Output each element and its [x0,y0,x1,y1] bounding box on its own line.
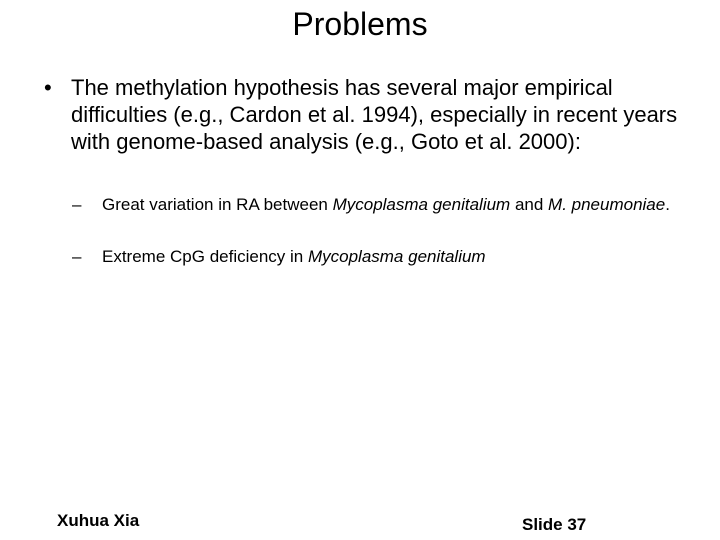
sub-bullet-marker: – [72,195,82,214]
species-name-mg: Mycoplasma genitalium [307,247,486,266]
sub1-pre: Great variation in RA between [102,195,333,214]
species-name-mp: M. pneumoniae [548,195,666,214]
slide-number: Slide 37 [522,515,587,534]
sub1-mid: and [510,195,549,214]
slide-title: Problems [292,6,428,42]
sub-bullet-text [102,246,672,268]
sub-bullet-text [102,194,672,216]
sub1-post: . [665,195,670,214]
sub-bullet-variation [72,194,672,216]
bullet-item [44,74,694,155]
bullet-marker: • [44,75,52,100]
bullet-text: The methylation hypothesis has several major empirical difficulties (e.g., Cardon et al. 1994), especially in recent years with genome-based analysis (e.g., Goto et al. 2000): [71,75,678,154]
sub2-pre: Extreme CpG deficiency in [102,247,308,266]
sub-bullet-cpg [72,246,672,268]
sub-bullet-marker: – [72,247,82,266]
footer-author: Xuhua Xia [57,511,140,530]
species-name-mg: Mycoplasma genitalium [332,195,511,214]
